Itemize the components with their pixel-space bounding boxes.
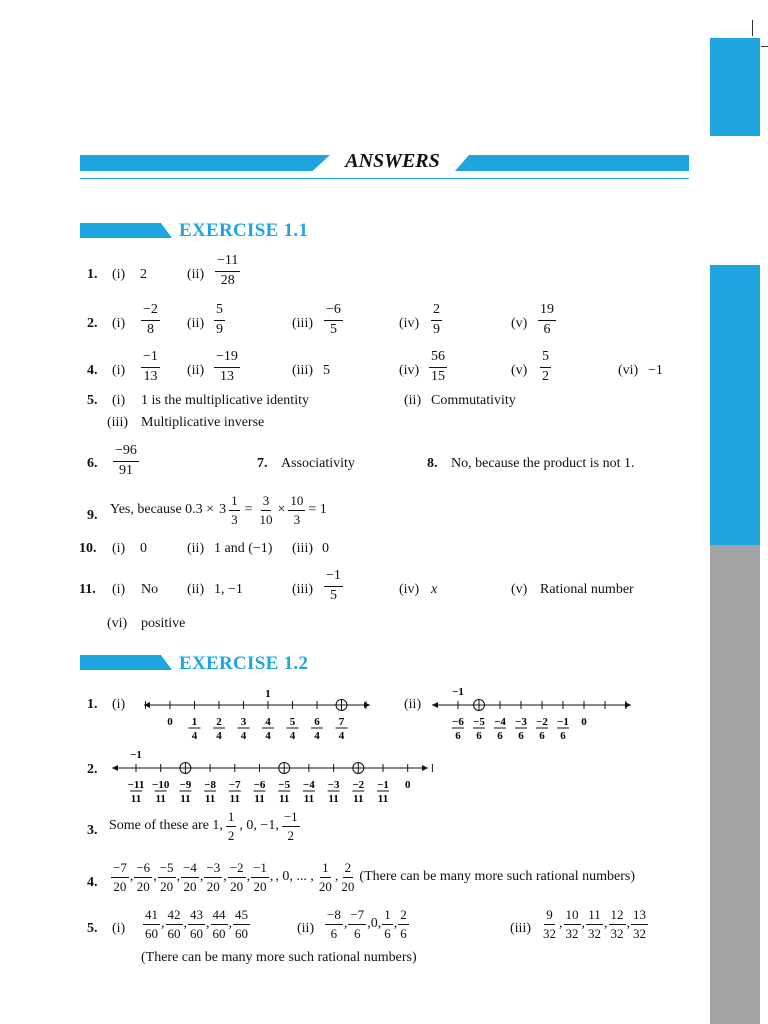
answer-note: (There can be many more such rational numbers) xyxy=(359,869,636,885)
part-label: (vi) xyxy=(107,616,128,631)
separator: , 0, ... , xyxy=(275,869,314,885)
question-number: 5. xyxy=(87,921,98,936)
margin-tab-middle xyxy=(710,265,760,545)
answer-text: Commutativity xyxy=(431,393,516,408)
separator: , xyxy=(581,916,585,932)
tick-label: 11 xyxy=(353,793,364,805)
tick-label: 6 xyxy=(518,730,524,742)
part-label: (i) xyxy=(112,316,126,331)
fraction: $\frac{-6}{20}$ xyxy=(136,860,151,894)
exercise-title: EXERCISE 1.2 xyxy=(179,653,309,674)
part-label: (iii) xyxy=(292,582,313,597)
tick-label: 11 xyxy=(204,793,216,805)
margin-tab-top xyxy=(710,38,760,136)
separator: 0 xyxy=(370,916,378,932)
tick-label: −1 xyxy=(557,716,569,728)
fraction: $\frac{2}{20}$ xyxy=(341,860,355,894)
part-label: (i) xyxy=(112,267,126,282)
tick-label: 11 xyxy=(130,793,142,805)
fraction: $\frac{-1}{20}$ xyxy=(253,860,267,894)
tick-label: 6 xyxy=(497,730,503,742)
tick-label: 5 xyxy=(289,716,296,728)
question-number: 1. xyxy=(87,267,98,282)
separator: , xyxy=(161,916,165,932)
answer-value: 1 and (−1) xyxy=(214,541,273,556)
part-label: (iii) xyxy=(292,316,313,331)
question-number: 5. xyxy=(87,393,98,408)
answer-value: No xyxy=(141,582,159,597)
tick-label: 4 xyxy=(265,716,271,728)
answer-fraction: $\frac{-1}{5}$ xyxy=(326,568,341,603)
part-label: (ii) xyxy=(187,316,205,331)
fraction: $\frac{41}{60}$ xyxy=(145,907,158,941)
header-rule xyxy=(80,178,689,179)
tick-label: −8 xyxy=(204,779,216,791)
answer-sequence xyxy=(324,908,410,940)
margin-tab-bottom xyxy=(710,545,760,1024)
fraction: $\frac{-8}{6}$ xyxy=(327,907,341,941)
part-label: (iv) xyxy=(399,316,420,331)
tick-label: 6 xyxy=(455,730,461,742)
fraction: $\frac{43}{60}$ xyxy=(190,907,203,941)
tick-label: 4 xyxy=(289,730,296,742)
tick-label: 4 xyxy=(265,730,271,742)
answer-fraction: $\frac{-19}{13}$ xyxy=(216,349,238,384)
tick-label: 4 xyxy=(240,730,247,742)
answer-fraction: $\frac{19}{6}$ xyxy=(540,302,554,337)
question-number: 4. xyxy=(87,363,98,378)
fraction: $\frac{-4}{20}$ xyxy=(183,860,197,894)
crop-mark xyxy=(752,20,753,36)
separator: , xyxy=(393,916,398,932)
answer-expression: Yes, because 0.3 × 3 $\frac{1}{3}$ = $\frac{3}{10}$ × $\frac{10}{3}$ = 1 xyxy=(110,493,327,527)
tick-label: 4 xyxy=(338,730,345,742)
separator: , xyxy=(367,916,371,932)
question-number: 8. xyxy=(427,456,438,471)
question-number: 9. xyxy=(87,508,98,523)
part-label: (v) xyxy=(511,363,528,378)
question-number: 6. xyxy=(87,456,98,471)
separator: , xyxy=(153,869,157,885)
part-label: (ii) xyxy=(187,267,205,282)
answer-sequence xyxy=(110,861,635,893)
fraction: $\frac{-3}{20}$ xyxy=(206,860,221,894)
tick-label: 11 xyxy=(155,793,166,805)
separator: , xyxy=(206,916,210,932)
tick-label: 4 xyxy=(314,730,320,742)
answer-value: 0 xyxy=(322,541,329,556)
answer-text: No, because the product is not 1. xyxy=(451,456,635,471)
tick-label: −3 xyxy=(515,716,527,728)
fraction: $\frac{-2}{20}$ xyxy=(229,860,244,894)
part-label: (ii) xyxy=(187,541,205,556)
tick-label: −9 xyxy=(179,779,192,791)
part-label: (v) xyxy=(511,582,528,597)
part-label: (i) xyxy=(112,541,126,556)
fraction: $\frac{11}{32}$ xyxy=(588,907,601,941)
part-label: (iii) xyxy=(292,363,313,378)
separator: , xyxy=(334,869,339,885)
answer-fraction: $\frac{-96}{91}$ xyxy=(115,443,137,478)
arrow-right-icon xyxy=(364,702,370,708)
tick-label: 4 xyxy=(191,730,198,742)
fraction: $\frac{-5}{20}$ xyxy=(159,860,174,894)
fraction: $\frac{12}{32}$ xyxy=(610,907,624,941)
tick-label: −4 xyxy=(494,716,506,728)
part-label: (i) xyxy=(112,697,126,712)
number-line-ii xyxy=(428,685,638,747)
question-number: 11. xyxy=(79,582,96,597)
tick-label: −6 xyxy=(452,716,464,728)
arrow-right-icon xyxy=(422,765,428,771)
separator: , xyxy=(129,869,134,885)
exercise-title: EXERCISE 1.1 xyxy=(179,220,309,241)
part-label: (ii) xyxy=(187,363,205,378)
part-label: (iii) xyxy=(510,921,531,936)
tick-label: −10 xyxy=(152,779,170,791)
tick-label: −5 xyxy=(473,716,485,728)
answer-value: 2 xyxy=(140,267,147,282)
tick-label: 11 xyxy=(278,793,290,805)
answer-value: 0 xyxy=(140,541,147,556)
question-number: 2. xyxy=(87,316,98,331)
answer-value: x xyxy=(431,582,438,597)
part-label: (vi) xyxy=(618,363,639,378)
part-label: (iv) xyxy=(399,582,420,597)
part-label: (ii) xyxy=(297,921,315,936)
tick-label: −7 xyxy=(228,779,241,791)
fraction: $\frac{45}{60}$ xyxy=(235,907,248,941)
separator: , xyxy=(377,916,382,932)
tick-label: 3 xyxy=(240,716,247,728)
arrow-left-icon xyxy=(432,702,438,708)
tick-label: 4 xyxy=(216,730,222,742)
fraction: $\frac{1}{6}$ xyxy=(384,907,391,941)
separator: , xyxy=(246,869,251,885)
number-line-q2 xyxy=(108,748,433,810)
tick-label: 11 xyxy=(377,793,389,805)
fraction: $\frac{-7}{20}$ xyxy=(113,860,127,894)
fraction: $\frac{13}{32}$ xyxy=(633,907,646,941)
part-label: (ii) xyxy=(187,582,205,597)
question-number: 10. xyxy=(79,541,97,556)
answer-sequence xyxy=(540,908,649,940)
tick-label: −1 xyxy=(377,779,389,791)
tick-label: 11 xyxy=(328,793,339,805)
tick-label: −11 xyxy=(127,779,145,791)
arrow-left-icon xyxy=(144,702,150,708)
answer-fraction: $\frac{5}{9}$ xyxy=(216,302,223,337)
part-label: (ii) xyxy=(404,697,422,712)
fraction: $\frac{2}{6}$ xyxy=(400,907,407,941)
separator: , xyxy=(176,869,181,885)
separator: , xyxy=(626,916,630,932)
fraction: $\frac{42}{60}$ xyxy=(167,907,181,941)
part-label: (i) xyxy=(112,393,126,408)
tick-label: 0 xyxy=(167,716,173,728)
answer-fraction: $\frac{-6}{5}$ xyxy=(326,302,341,337)
answer-fraction: $\frac{-1}{13}$ xyxy=(143,349,158,384)
separator: , xyxy=(559,916,563,932)
tick-label: 2 xyxy=(216,716,222,728)
answer-sequence xyxy=(142,908,251,940)
crop-mark xyxy=(761,46,768,47)
tick-label: 0 xyxy=(404,779,411,791)
question-number: 3. xyxy=(87,823,98,838)
separator: , xyxy=(604,916,608,932)
answer-fraction: $\frac{5}{2}$ xyxy=(542,349,549,384)
tick-label: 11 xyxy=(180,793,191,805)
answer-fraction: $\frac{56}{15}$ xyxy=(431,349,445,384)
answer-value: 1, −1 xyxy=(214,582,243,597)
tick-label: −3 xyxy=(327,779,340,791)
tick-label: 11 xyxy=(254,793,265,805)
separator: , xyxy=(269,869,274,885)
answer-text: 1 is the multiplicative identity xyxy=(141,393,309,408)
part-label: (iii) xyxy=(107,415,128,430)
answer-text: Associativity xyxy=(281,456,355,471)
tick-label: 6 xyxy=(476,730,482,742)
answer-fraction: $\frac{2}{9}$ xyxy=(433,302,440,337)
separator: , xyxy=(199,869,204,885)
tick-label: 1 xyxy=(191,716,198,728)
tick-label: −5 xyxy=(278,779,291,791)
fraction: $\frac{44}{60}$ xyxy=(212,907,226,941)
page-title: ANSWERS xyxy=(345,150,440,172)
question-number: 4. xyxy=(87,875,98,890)
answer-fraction: $\frac{-11}{28}$ xyxy=(217,253,239,288)
answer-value: −1 xyxy=(648,363,663,378)
tick-label: 7 xyxy=(338,716,345,728)
top-label: −1 xyxy=(452,686,464,698)
tick-label: −2 xyxy=(352,779,365,791)
question-number: 1. xyxy=(87,697,98,712)
answer-value: positive xyxy=(141,616,186,631)
fraction: $\frac{-7}{6}$ xyxy=(350,907,365,941)
part-label: (i) xyxy=(112,921,126,936)
fraction: $\frac{9}{32}$ xyxy=(543,907,556,941)
fraction: $\frac{10}{32}$ xyxy=(565,907,579,941)
tick-label: −6 xyxy=(253,779,266,791)
question-number: 2. xyxy=(87,762,98,777)
answer-expression: Some of these are 1, $\frac{1}{2}$ , 0, −1, $\frac{-1}{2}$ xyxy=(109,809,298,843)
separator: , xyxy=(228,916,232,932)
top-label: 1 xyxy=(265,688,271,700)
tick-label: −2 xyxy=(536,716,548,728)
fraction: $\frac{1}{20}$ xyxy=(318,860,332,894)
part-label: (v) xyxy=(511,316,528,331)
exercise-bar xyxy=(80,655,172,670)
part-label: (i) xyxy=(112,582,126,597)
answer-value: Rational number xyxy=(540,582,634,597)
tick-label: 6 xyxy=(314,716,320,728)
answer-fraction: $\frac{-2}{8}$ xyxy=(143,302,158,337)
exercise-bar xyxy=(80,223,172,238)
part-label: (ii) xyxy=(404,393,422,408)
separator: , xyxy=(183,916,187,932)
tick-label: 11 xyxy=(229,793,241,805)
part-label: (iv) xyxy=(399,363,420,378)
header-bar-right xyxy=(455,155,689,171)
part-label: (i) xyxy=(112,363,126,378)
answer-text: Multiplicative inverse xyxy=(141,415,265,430)
answer-value: 5 xyxy=(323,363,330,378)
separator: , xyxy=(223,869,227,885)
tick-label: 6 xyxy=(539,730,545,742)
tick-label: −4 xyxy=(303,779,315,791)
tick-label: 11 xyxy=(303,793,315,805)
header-bar-left xyxy=(80,155,330,171)
answer-note: (There can be many more such rational numbers) xyxy=(141,950,417,965)
arrow-left-icon xyxy=(112,765,118,771)
part-label: (iii) xyxy=(292,541,313,556)
tick-label: 6 xyxy=(560,730,566,742)
top-label: −1 xyxy=(130,749,142,761)
number-line-i xyxy=(140,685,375,747)
question-number: 7. xyxy=(257,456,268,471)
tick-label: 0 xyxy=(581,716,587,728)
separator: , xyxy=(343,916,348,932)
